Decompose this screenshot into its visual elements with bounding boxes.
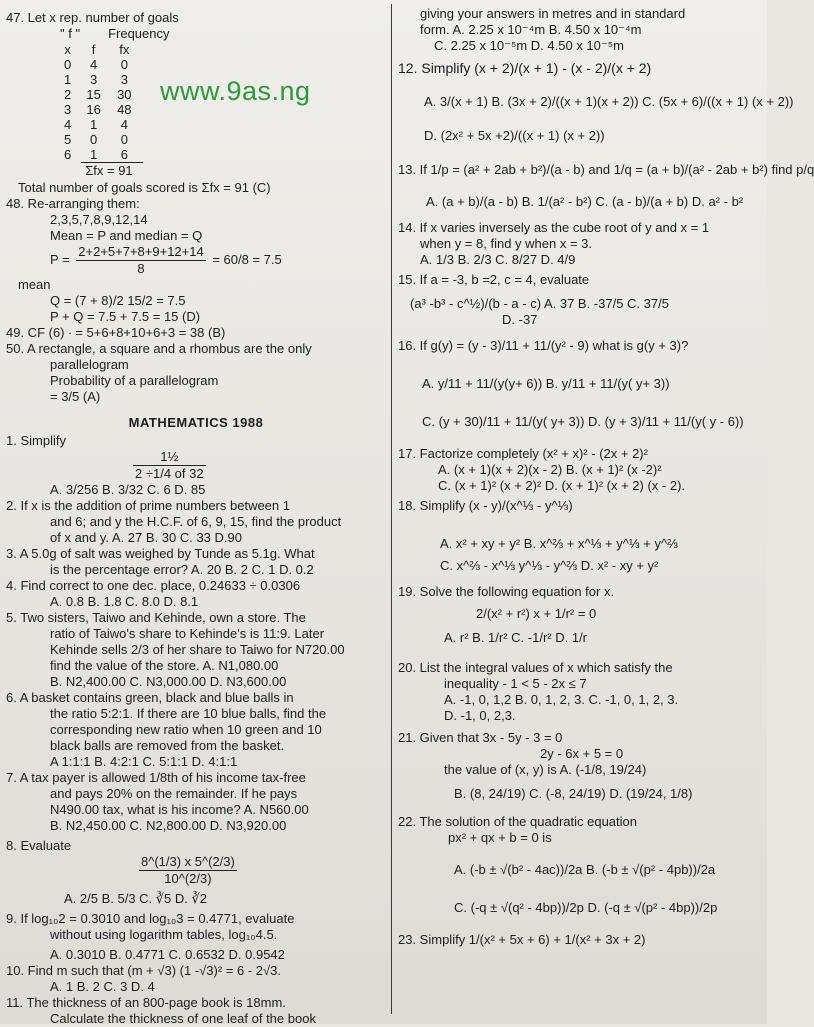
q50-d: = 3/5 (A) bbox=[50, 389, 101, 404]
q21-b: 2y - 6x + 5 = 0 bbox=[540, 746, 624, 761]
q14-c: A. 1/3 B. 2/3 C. 8/27 D. 4/9 bbox=[420, 252, 576, 267]
q48-p-fraction bbox=[76, 244, 205, 277]
q22-a: 22. The solution of the quadratic equation bbox=[398, 814, 637, 829]
q4-b: A. 0.8 B. 1.8 C. 8.0 D. 8.1 bbox=[50, 594, 199, 609]
q11-d: form. A. 2.25 x 10⁻⁴m B. 4.50 x 10⁻⁴m bbox=[420, 22, 642, 37]
q11-e: C. 2.25 x 10⁻⁵m D. 4.50 x 10⁻⁵m bbox=[434, 38, 624, 53]
q10-a: 10. Find m such that (m + √3) (1 -√3)² = 6 - 2√3. bbox=[6, 963, 281, 978]
q13-options: A. (a + b)/(a - b) B. 1/(a² - b²) C. (a - b)/(a + b) D. a² - b² bbox=[426, 194, 744, 209]
cell: 0 bbox=[64, 57, 72, 72]
q47-frequency-label: Frequency bbox=[108, 26, 170, 41]
cell: 15 bbox=[86, 87, 101, 102]
q3-a: 3. A 5.0g of salt was weighed by Tunde as 5.1g. What bbox=[6, 546, 315, 561]
q7-c: N490.00 tax, what is his income? A. N560.00 bbox=[50, 802, 309, 817]
q22-b: px² + qx + b = 0 is bbox=[448, 830, 552, 845]
q5-a: 5. Two sisters, Taiwo and Kehinde, own a store. The bbox=[6, 610, 306, 625]
q5-c: Kehinde sells 2/3 of her share to Taiwo for N720.00 bbox=[50, 642, 345, 657]
cell: 5 bbox=[64, 132, 72, 147]
q15-b: (a³ -b³ - c^½)/(b - a - c) A. 37 B. -37/5 C. 37/5 bbox=[410, 296, 669, 311]
q17-b: A. (x + 1)(x + 2)(x - 2) B. (x + 1)² (x -2)² bbox=[438, 462, 662, 477]
q50-b: parallelogram bbox=[50, 357, 129, 372]
frequency-total-row bbox=[60, 163, 143, 179]
q16-options-1: A. y/11 + 11/(y(y+ 6)) B. y/11 + 11/(y( y+ 3)) bbox=[422, 376, 670, 391]
q1-fraction bbox=[6, 449, 386, 482]
q8-frac bbox=[139, 854, 237, 887]
q23: 23. Simplify 1/(x² + 5x + 6) + 1/(x² + 3x + 2) bbox=[398, 932, 646, 947]
q48-q: Q = (7 + 8)/2 15/2 = 7.5 bbox=[50, 293, 186, 308]
cell: 3 bbox=[64, 102, 72, 117]
q18: 18. Simplify (x - y)/(x^⅓ - y^⅓) bbox=[398, 498, 573, 513]
q6-a: 6. A basket contains green, black and blue balls in bbox=[6, 690, 294, 705]
q8-fraction bbox=[6, 854, 386, 887]
q10-b: A. 1 B. 2 C. 3 D. 4 bbox=[50, 979, 155, 994]
cell: 4 bbox=[89, 57, 98, 72]
cell: 0 bbox=[89, 132, 98, 147]
q12: 12. Simplify (x + 2)/(x + 1) - (x - 2)/(x + 2) bbox=[398, 60, 652, 76]
fraction-denominator: 8 bbox=[137, 261, 145, 276]
q48-pq: P + Q = 7.5 + 7.5 = 15 (D) bbox=[50, 309, 201, 324]
q47-f-label bbox=[6, 26, 386, 42]
q8-options: A. 2/5 B. 5/3 C. ∛5 D. ∛2 bbox=[64, 891, 208, 906]
q20-b: inequality - 1 < 5 - 2x ≤ 7 bbox=[444, 676, 587, 691]
table-row bbox=[60, 147, 143, 163]
q20-c: A. -1, 0, 1,2 B. 0, 1, 2, 3. C. -1, 0, 1, 2, 3. bbox=[444, 692, 679, 707]
section-title: MATHEMATICS 1988 bbox=[128, 415, 264, 430]
q5-b: ratio of Taiwo's share to Kehinde's is 11:9. Later bbox=[50, 626, 325, 641]
q48-p-expression bbox=[6, 244, 386, 277]
q21-a: 21. Given that 3x - 5y - 3 = 0 bbox=[398, 730, 563, 745]
cell: 0 bbox=[120, 57, 128, 72]
q16: 16. If g(y) = (y - 3)/11 + 11/(y² - 9) what is g(y + 3)? bbox=[398, 338, 689, 353]
cell: 3 bbox=[89, 72, 98, 87]
q7-a: 7. A tax payer is allowed 1/8th of his income tax-free bbox=[6, 770, 306, 785]
q48-b: 2,3,5,7,8,9,12,14 bbox=[50, 212, 148, 227]
q14-a: 14. If x varies inversely as the cube root of y and x = 1 bbox=[398, 220, 710, 235]
frequency-header-row bbox=[60, 42, 143, 57]
q48-mean: mean bbox=[18, 277, 51, 292]
q6-e: A 1:1:1 B. 4:2:1 C. 5:1:1 D. 4:1:1 bbox=[50, 754, 238, 769]
fraction-denominator: 2 ÷1/4 of 32 bbox=[135, 466, 204, 481]
q9-b: without using logarithm tables, log₁₀4.5. bbox=[50, 927, 278, 942]
q20-a: 20. List the integral values of x which satisfy the bbox=[398, 660, 673, 675]
q11-a: 11. The thickness of an 800-page book is 18mm. bbox=[6, 995, 286, 1010]
q18-options-2: C. x^⅔ - x^⅓ y^⅓ - y^⅔ D. x² - xy + y² bbox=[440, 558, 659, 573]
cell: 3 bbox=[120, 72, 128, 87]
q9-a: 9. If log₁₀2 = 0.3010 and log₁₀3 = 0.4771, evaluate bbox=[6, 911, 295, 926]
q18-options-1: A. x² + xy + y² B. x^⅔ + x^⅓ + y^⅓ + y^⅔ bbox=[440, 536, 678, 551]
header-fx: fx bbox=[119, 42, 130, 57]
cell: 1 bbox=[89, 117, 98, 132]
q22-d: C. (-q ± √(q² - 4bp))/2p D. (-q ± √(p² - 4bp))/2p bbox=[454, 900, 718, 915]
table-row bbox=[60, 57, 143, 72]
q7-b: and pays 20% on the remainder. If he pays bbox=[50, 786, 298, 801]
q48-p-lhs: P = bbox=[50, 251, 70, 267]
q6-c: corresponding new ratio when 10 green and 10 bbox=[50, 722, 322, 737]
cell: 4 bbox=[64, 117, 72, 132]
q47-total: Total number of goals scored is Σfx = 91 (C) bbox=[18, 180, 271, 195]
q48-c: Mean = P and median = Q bbox=[50, 228, 203, 243]
cell: 1 bbox=[64, 72, 72, 87]
cell: 0 bbox=[120, 132, 128, 147]
fraction-numerator: 8^(1/3) x 5^(2/3) bbox=[141, 854, 235, 869]
q49: 49. CF (6) ∙ = 5+6+8+10+6+3 = 38 (B) bbox=[6, 325, 226, 340]
q16-options-2: C. (y + 30)/11 + 11/(y( y+ 3)) D. (y + 3)/11 + 11/(y( y - 6)) bbox=[422, 414, 744, 429]
column-divider bbox=[391, 4, 392, 1014]
q4-a: 4. Find correct to one dec. place, 0.24633 ÷ 0.0306 bbox=[6, 578, 301, 593]
q3-b: is the percentage error? A. 20 B. 2 C. 1 D. 0.2 bbox=[50, 562, 314, 577]
cell: 6 bbox=[120, 147, 128, 162]
q2-a: 2. If x is the addition of prime numbers between 1 bbox=[6, 498, 290, 513]
q2-b: and 6; and y the H.C.F. of 6, 9, 15, find the product bbox=[50, 514, 342, 529]
header-x: x bbox=[64, 42, 71, 57]
table-row bbox=[60, 72, 143, 87]
q21-d: B. (8, 24/19) C. (-8, 24/19) D. (19/24, 1/8) bbox=[454, 786, 693, 801]
right-column bbox=[398, 6, 814, 948]
cell: 2 bbox=[64, 87, 72, 102]
q6-d: black balls are removed from the basket. bbox=[50, 738, 285, 753]
frequency-total: Σfx = 91 bbox=[81, 163, 142, 179]
q47-f-label-text: " f " bbox=[60, 26, 81, 41]
watermark-text: www.9as.ng bbox=[160, 76, 311, 106]
q9-c: A. 0.3010 B. 0.4771 C. 0.6532 D. 0.9542 bbox=[50, 947, 285, 962]
q2-c: of x and y. A. 27 B. 30 C. 33 D.90 bbox=[50, 530, 242, 545]
q17-a: 17. Factorize completely (x² + x)² - (2x + 2)² bbox=[398, 446, 648, 461]
q14-b: when y = 8, find y when x = 3. bbox=[420, 236, 592, 251]
q15-c: D. -37 bbox=[502, 312, 538, 327]
q20-d: D. -1, 0, 2,3. bbox=[444, 708, 516, 723]
q11-b: Calculate the thickness of one leaf of the book bbox=[50, 1011, 316, 1026]
cell: 30 bbox=[117, 87, 132, 102]
header-f: f bbox=[91, 42, 96, 57]
cell: 4 bbox=[120, 117, 128, 132]
fraction-numerator: 1½ bbox=[133, 449, 206, 466]
q12-options-2: D. (2x² + 5x +2)/((x + 1) (x + 2)) bbox=[424, 128, 605, 143]
fraction-numerator: 2+2+5+7+8+9+12+14 bbox=[78, 244, 204, 259]
cell: 48 bbox=[117, 102, 132, 117]
table-row bbox=[60, 117, 143, 132]
q19-b: 2/(x² + r²) x + 1/r² = 0 bbox=[476, 606, 597, 621]
frequency-table bbox=[60, 42, 143, 178]
q47-intro: 47. Let x rep. number of goals bbox=[6, 10, 179, 25]
q48-a: 48. Re-arranging them: bbox=[6, 196, 140, 211]
q17-c: C. (x + 1)² (x + 2)² D. (x + 1)² (x + 2) (x - 2). bbox=[438, 478, 686, 493]
table-row bbox=[60, 132, 143, 147]
table-row bbox=[60, 87, 143, 102]
q13: 13. If 1/p = (a² + 2ab + b²)/(a - b) and 1/q = (a + b)/(a² - 2ab + b²) find p/q bbox=[398, 162, 814, 177]
q1-frac bbox=[133, 449, 206, 482]
q19-a: 19. Solve the following equation for x. bbox=[398, 584, 615, 599]
table-row bbox=[60, 102, 143, 117]
q6-b: the ratio 5:2:1. If there are 10 blue balls, find the bbox=[50, 706, 327, 721]
q12-options-1: A. 3/(x + 1) B. (3x + 2)/((x + 1)(x + 2)) C. (5x + 6)/((x + 1) (x + 2)) bbox=[424, 94, 794, 109]
cell: 1 bbox=[89, 147, 98, 162]
q50-c: Probability of a parallelogram bbox=[50, 373, 219, 388]
q22-c: A. (-b ± √(b² - 4ac))/2a B. (-b ± √(p² - 4pb))/2a bbox=[454, 862, 716, 877]
q11-c: giving your answers in metres and in standard bbox=[420, 6, 686, 21]
q8-a: 8. Evaluate bbox=[6, 838, 72, 853]
q21-c: the value of (x, y) is A. (-1/8, 19/24) bbox=[444, 762, 647, 777]
q15-a: 15. If a = -3, b =2, c = 4, evaluate bbox=[398, 272, 590, 287]
cell: 6 bbox=[64, 147, 72, 163]
q50-a: 50. A rectangle, a square and a rhombus are the only bbox=[6, 341, 312, 356]
q7-d: B. N2,450.00 C. N2,800.00 D. N3,920.00 bbox=[50, 818, 287, 833]
q1-options: A. 3/256 B. 3/32 C. 6 D. 85 bbox=[50, 482, 206, 497]
q5-d: find the value of the store. A. N1,080.00 bbox=[50, 658, 279, 673]
q1-a: 1. Simplify bbox=[6, 433, 66, 448]
fraction-denominator: 10^(2/3) bbox=[164, 871, 212, 886]
left-column bbox=[6, 10, 386, 1027]
q5-e: B. N2,400.00 C. N3,000.00 D. N3,600.00 bbox=[50, 674, 287, 689]
q48-p-rhs: = 60/8 = 7.5 bbox=[212, 251, 282, 267]
q19-c: A. r² B. 1/r² C. -1/r² D. 1/r bbox=[444, 630, 588, 645]
cell: 16 bbox=[86, 102, 101, 117]
